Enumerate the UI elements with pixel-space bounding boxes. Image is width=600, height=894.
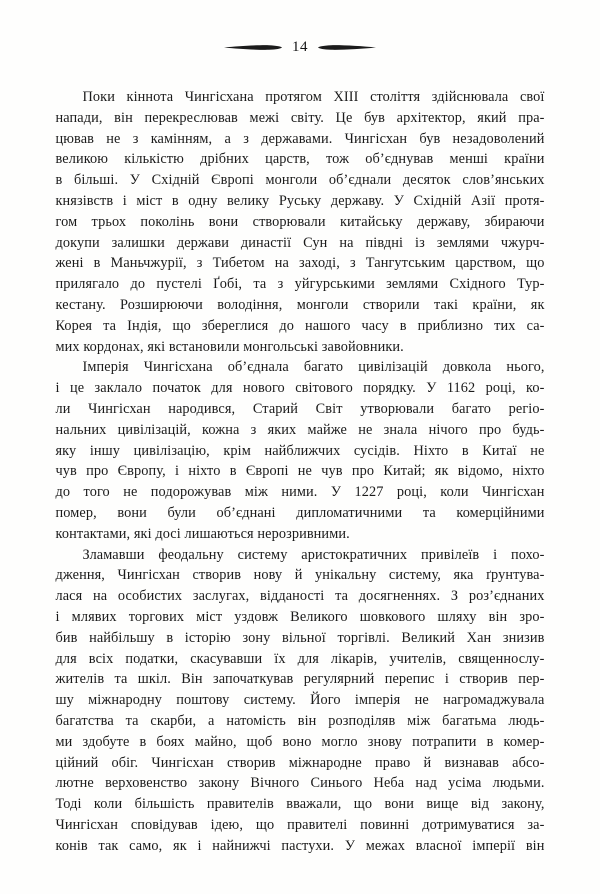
text-line: ли Чингісхан народився, Старий Світ утворювали багато регіо- (55, 400, 545, 417)
text-line: Чингісхан сповідував ідею, що правителі повинні дотримуватися за- (55, 816, 545, 833)
text-line: лютне верховенство закону Вічного Синього Неба над усіма людьми. (55, 775, 545, 792)
text-line: Корея та Індія, що збереглися до нашого часу в приблизно тих са- (55, 317, 545, 334)
page-number: 14 (292, 39, 308, 55)
text-line: контактами, які досі лишаються нерозривними. (55, 525, 350, 542)
text-line: шу міжнародну поштову систему. Його імперія не нагромаджувала (55, 692, 545, 709)
text-line: ційний обіг. Чингісхан створив міжнародне право й визнавав абсо- (55, 754, 545, 771)
page-text (56, 87, 545, 856)
text-line: нальних цивілізацій, кожна з яких майже не знала нічого про будь- (55, 421, 545, 438)
text-line: гом трьох поколінь вони створювали китайську державу, збираючи (55, 213, 545, 230)
text-line: Тоді коли більшість правителів вважали, що вони вище від закону, (55, 796, 545, 813)
text-line: прилягало до пустелі Ґобі, та з уйгурськими землями Східного Тур- (55, 276, 545, 293)
paragraph (56, 357, 545, 544)
text-line: багатства та скарби, а натомість він розподіляв між багатьма людь- (55, 712, 545, 729)
text-line: Зламавши феодальну систему аристократичних привілеїв і похо- (82, 546, 545, 563)
text-line: ми здобуте в боях майно, щоб воно могло знову потрапити в комер- (55, 733, 545, 750)
text-line: мих кордонах, які встановили монгольські завойовники. (55, 338, 404, 355)
tapered-dash-ornament-right-icon (318, 44, 376, 51)
text-line: жені в Маньчжурії, з Тибетом на заході, з Тангутським царством, що (55, 255, 545, 272)
text-line: конів так само, як і найнижчі пастухи. У межах власної імперії він (55, 837, 545, 854)
text-line: докупи залишки держави династії Сун на півдні із землями чжурч- (55, 234, 545, 251)
text-line: помер, вони були об’єднані дипломатичними та комерційними (55, 504, 545, 521)
text-line: дження, Чингісхан створив нову й унікальну систему, яка ґрунтува- (55, 567, 545, 584)
text-line: напади, він перекреслював межі світу. Це був архітектор, який пра- (55, 109, 545, 126)
text-line: бив найбільшу в історію зону вільної торгівлі. Великий Хан знизив (55, 629, 545, 646)
paragraph (56, 87, 545, 357)
text-line: чув про Європу, і ніхто в Європі не чув про Китай; як відомо, ніхто (55, 463, 545, 480)
tapered-dash-ornament-left-icon (224, 44, 282, 51)
paragraph (56, 545, 545, 857)
text-line: яку іншу цивілізацію, крім найближчих сусідів. Ніхто в Китаї не (55, 442, 545, 459)
text-line: в більші. У Східній Європі монголи об’єднали десяток слов’янських (55, 172, 545, 189)
text-line: Поки кіннота Чингісхана протягом XIII століття здійснювала свої (82, 89, 545, 105)
text-line: кестану. Розширюючи володіння, монголи створили такі країни, як (55, 296, 545, 313)
text-line: для всіх податки, скасувавши їх для лікарів, учителів, священнослу- (55, 650, 545, 667)
text-line: і млявих торгових міст уздовж Великого шовкового шляху він зро- (55, 608, 545, 625)
text-line: лася на особистих заслугах, відданості та досягненнях. З роз’єднаних (55, 588, 545, 605)
text-line: Імперія Чингісхана об’єднала багато цивілізацій довкола нього, (82, 359, 545, 376)
text-line: жителів та шкіл. Він започаткував регулярний перепис і створив пер- (55, 671, 545, 688)
text-line: цював не з камінням, а з державами. Чингісхан був незадоволений (55, 130, 545, 147)
text-line: князівств і міст в одну велику Руську державу. У Східній Азії протя- (55, 192, 545, 209)
text-line: до того не подорожував між ними. У 1227 році, коли Чингісхан (55, 484, 545, 501)
text-line: і це заклало початок для нового світового порядку. У 1162 році, ко- (55, 380, 545, 397)
text-line: великою кількістю дрібних царств, тож об’єднував менші країни (55, 151, 545, 168)
running-head (0, 0, 600, 56)
